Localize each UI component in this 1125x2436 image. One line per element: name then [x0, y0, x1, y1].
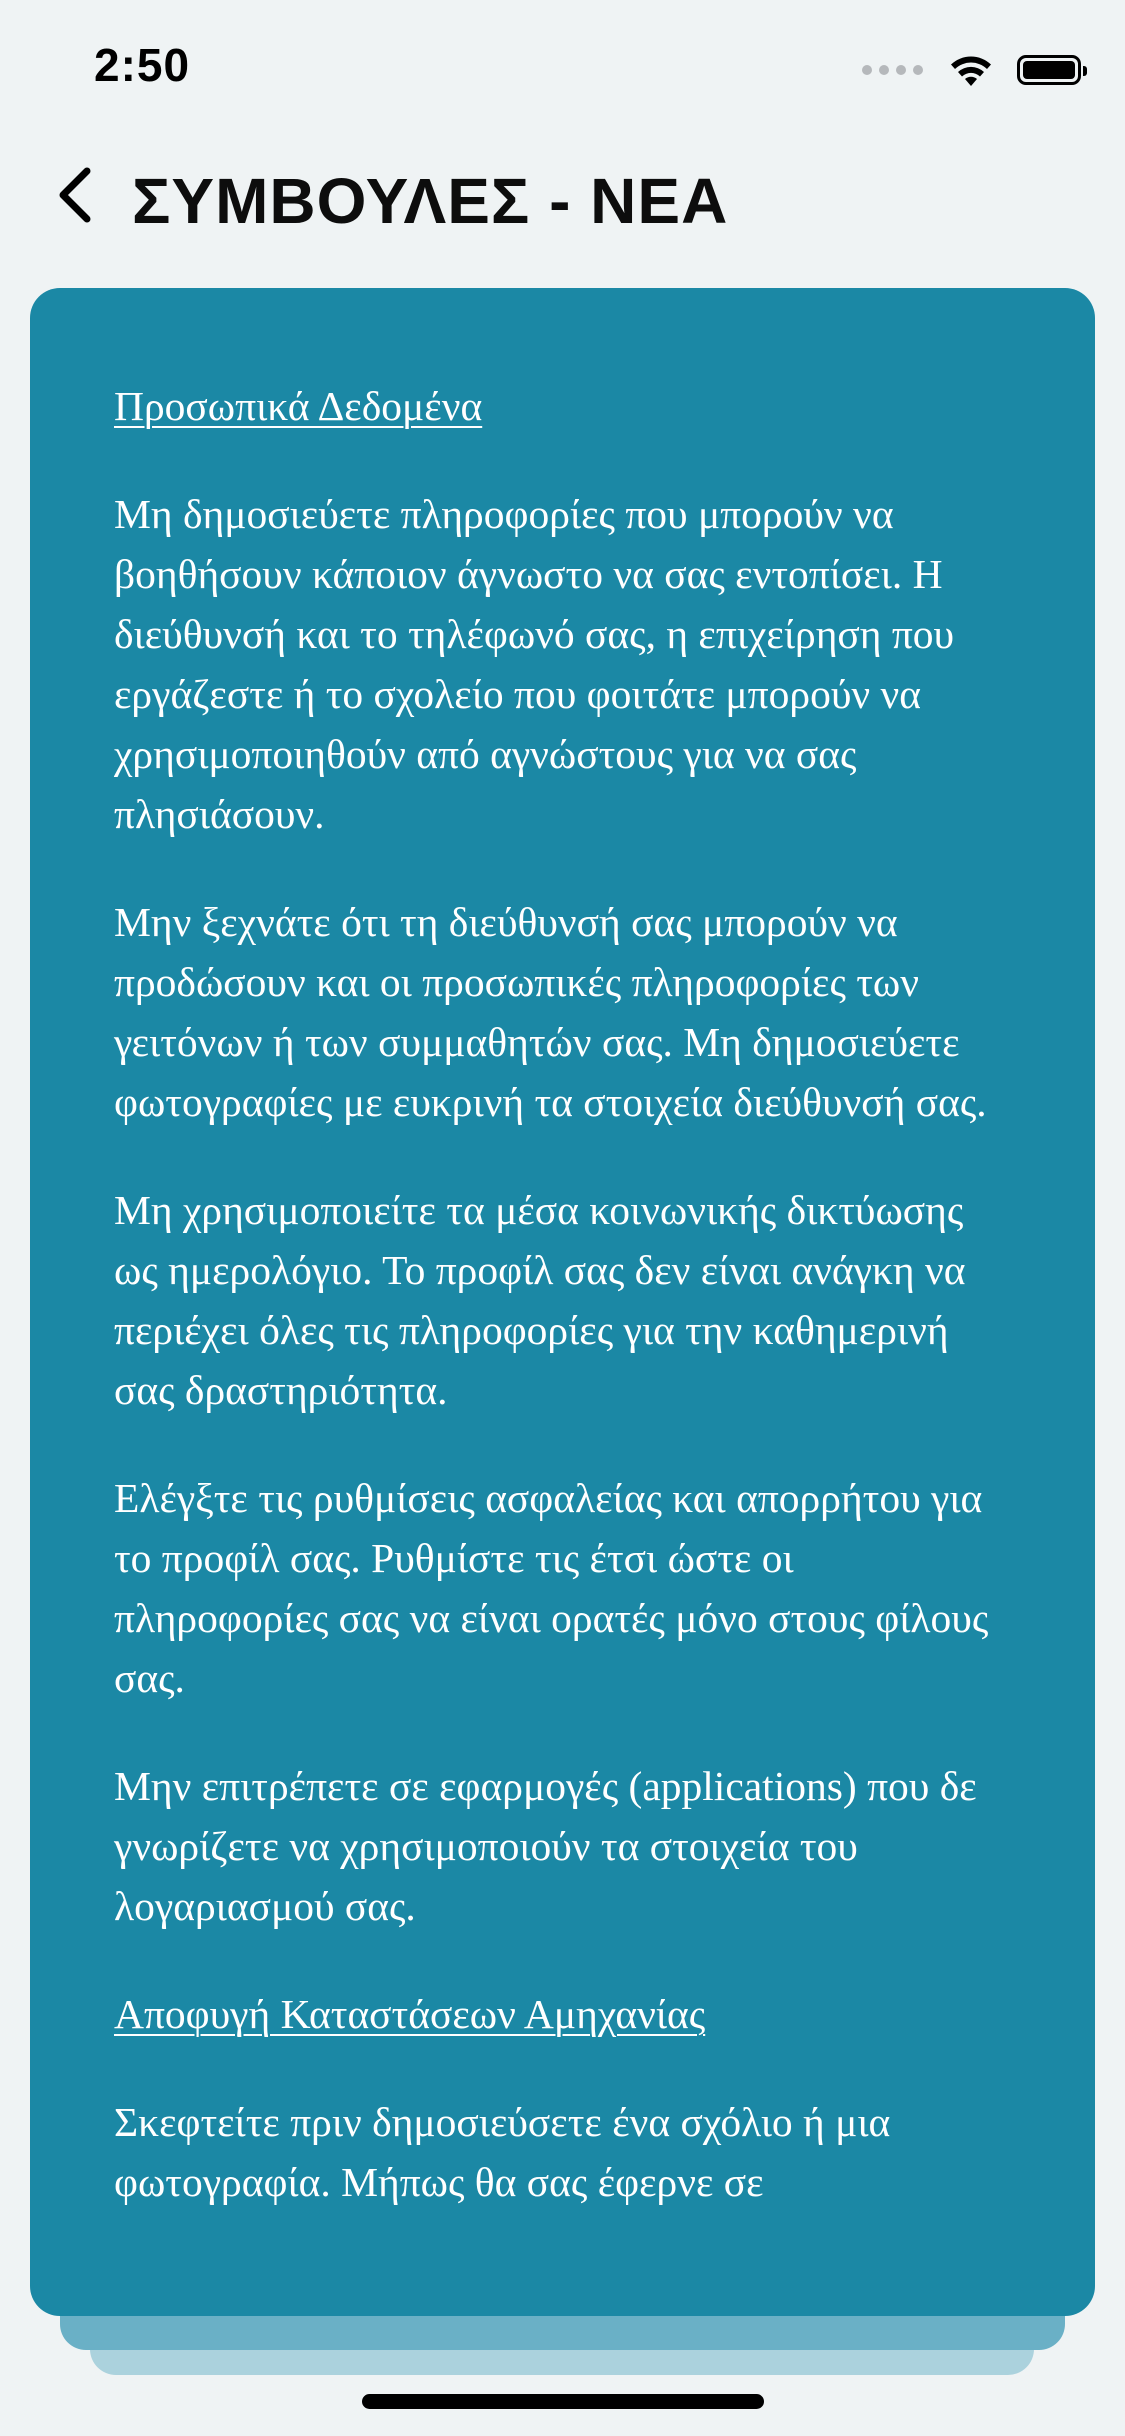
back-button[interactable] — [40, 160, 110, 230]
article-body — [30, 288, 1095, 2212]
status-icons — [862, 50, 1081, 90]
section-heading-avoid-embarrassment: Αποφυγή Καταστάσεων Αμηχανίας — [114, 1991, 706, 2037]
paragraph: Μη δημοσιεύετε πληροφορίες που μπορούν να βοηθήσουν κάποιον άγνωστο να σας εντοπίσει. Η διεύθυνσή και το τηλέφωνό σας, η επιχείρηση που εργάζεστε ή το σχολείο που φοιτάτε μπορούν να χρησιμοποιηθούν από αγνώστους για να σας πλησιάσουν. — [114, 491, 955, 837]
paragraph: Μην επιτρέπετε σε εφαρμογές (applications) που δε γνωρίζετε να χρησιμοποιούν τα στοιχεία του λογαριασμού σας. — [114, 1763, 977, 1929]
paragraph: Μη χρησιμοποιείτε τα μέσα κοινωνικής δικτύωσης ως ημερολόγιο. Το προφίλ σας δεν είναι ανάγκη να περιέχει όλες τις πληροφορίες για την καθημερινή σας δραστηριότητα. — [114, 1187, 966, 1413]
home-indicator[interactable] — [362, 2394, 764, 2409]
wifi-icon — [949, 53, 993, 87]
chevron-left-icon — [55, 167, 95, 223]
paragraph: Σκεφτείτε πριν δημοσιεύσετε ένα σχόλιο ή μια φωτογραφία. Μήπως θα σας έφερνε σε — [114, 2099, 891, 2205]
section-heading-personal-data: Προσωπικά Δεδομένα — [114, 383, 483, 429]
status-time: 2:50 — [94, 39, 191, 91]
paragraph: Ελέγξτε τις ρυθμίσεις ασφαλείας και απορρήτου για το προφίλ σας. Ρυθμίστε τις έτσι ώστε οι πληροφορίες σας να είναι ορατές μόνο στους φίλους σας. — [114, 1475, 989, 1701]
status-bar — [0, 0, 1125, 132]
paragraph: Μην ξεχνάτε ότι τη διεύθυνσή σας μπορούν να προδώσουν και οι προσωπικές πληροφορίες των γειτόνων ή των συμμαθητών σας. Μη δημοσιεύετε φωτογραφίες με ευκρινή τα στοιχεία διεύθυνσή σας. — [114, 899, 987, 1125]
nav-header — [0, 140, 1125, 250]
battery-icon — [1017, 55, 1081, 85]
page-title: ΣΥΜΒΟΥΛΕΣ - ΝΕΑ — [132, 165, 729, 237]
content-card[interactable] — [30, 288, 1095, 2316]
cellular-signal-icon — [862, 65, 923, 75]
